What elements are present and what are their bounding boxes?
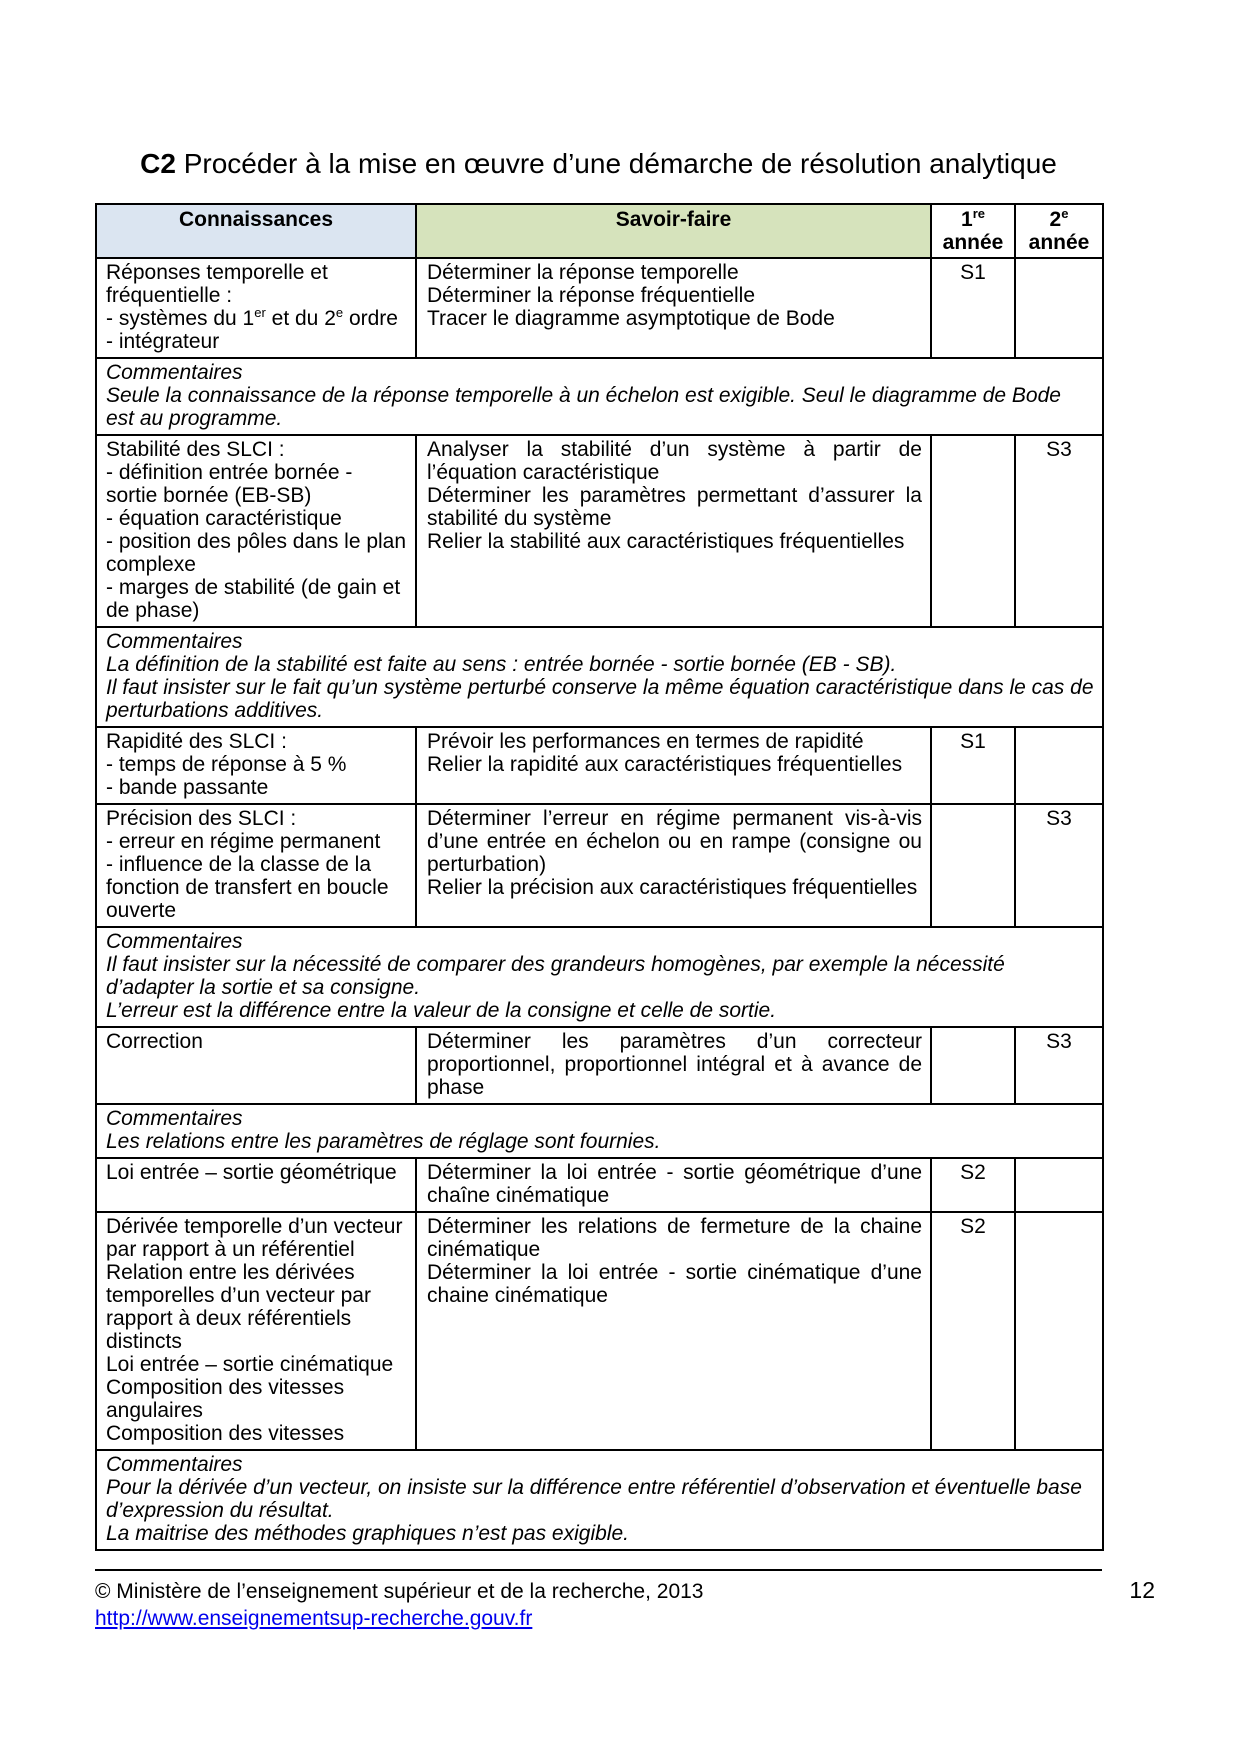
skills-cell: [416, 435, 931, 627]
text-line: Déterminer les relations de fermeture de la chaine cinématique: [427, 1215, 922, 1261]
title-text: Procéder à la mise en œuvre d’une démarche de résolution analytique: [183, 148, 1057, 179]
text-line: Composition des vitesses: [106, 1422, 345, 1445]
year1-cell: S1: [931, 258, 1015, 358]
comments-label: Commentaires: [106, 361, 243, 384]
year2-cell: S3: [1015, 804, 1103, 927]
header-skills: Savoir-faire: [416, 204, 931, 258]
knowledge-cell: [96, 1027, 416, 1104]
text-line: - influence de la classe de la fonction de transfert en boucle ouverte: [106, 853, 389, 922]
comments-label: Commentaires: [106, 630, 243, 653]
skills-cell: [416, 1027, 931, 1104]
text-line: Déterminer les paramètres d’un correcteur proportionnel, proportionnel intégral et à avance de phase: [427, 1030, 922, 1099]
text-line: - position des pôles dans le plan complexe: [106, 530, 407, 576]
text-line: Il faut insister sur la nécessité de comparer des grandeurs homogènes, par exemple la nécessité d’adapter la sortie et sa consigne.: [106, 953, 1005, 999]
table-row: [96, 258, 1103, 358]
text-line: Loi entrée – sortie cinématique: [106, 1353, 394, 1376]
knowledge-cell: [96, 258, 416, 358]
text-line: Dérivée temporelle d’un vecteur par rapport à un référentiel: [106, 1215, 403, 1261]
footer-copyright: © Ministère de l’enseignement supérieur et de la recherche, 2013: [95, 1580, 704, 1603]
text-line: Déterminer la loi entrée - sortie cinématique d’une chaine cinématique: [427, 1261, 922, 1307]
skills-cell: [416, 804, 931, 927]
text-line: Pour la dérivée d’un vecteur, on insiste sur la différence entre référentiel d’observation et éventuelle base d’expression du résultat.: [106, 1476, 1082, 1522]
header-year2: [1015, 204, 1103, 258]
text-line: Réponses temporelle et fréquentielle :: [106, 261, 328, 307]
text-line: La définition de la stabilité est faite au sens : entrée bornée - sortie bornée (EB - SB).: [106, 653, 897, 676]
table-row: [96, 727, 1103, 804]
text-line: Déterminer les paramètres permettant d’assurer la stabilité du système: [427, 484, 922, 530]
skills-cell: [416, 727, 931, 804]
text-line: La maitrise des méthodes graphiques n’est pas exigible.: [106, 1522, 629, 1545]
text-line: Rapidité des SLCI :: [106, 730, 287, 753]
text-line: - bande passante: [106, 776, 269, 799]
comments-label: Commentaires: [106, 930, 243, 953]
text-line: Relier la stabilité aux caractéristiques fréquentielles: [427, 530, 905, 553]
table-row: [96, 804, 1103, 927]
header-year1: [931, 204, 1015, 258]
competency-table: [95, 203, 1104, 1551]
text-line: Déterminer la réponse temporelle: [427, 261, 739, 284]
text-line: Il faut insister sur le fait qu’un système perturbé conserve la même équation caractéristique dans le cas de perturbations additives.: [106, 676, 1094, 722]
text-line: Prévoir les performances en termes de rapidité: [427, 730, 864, 753]
year2-cell: [1015, 258, 1103, 358]
text-line: Déterminer la réponse fréquentielle: [427, 284, 756, 307]
text-line: Les relations entre les paramètres de réglage sont fournies.: [106, 1130, 661, 1153]
header-year2-ordinal: 2e: [1049, 206, 1069, 231]
year2-cell: S3: [1015, 435, 1103, 627]
comment-row: [96, 927, 1103, 1027]
header-year1-ordinal: 1re: [961, 206, 985, 231]
text-line: Déterminer la loi entrée - sortie géométrique d’une chaîne cinématique: [427, 1161, 922, 1207]
text-line: - marges de stabilité (de gain et de phase): [106, 576, 401, 622]
text-line: - intégrateur: [106, 330, 220, 353]
text-line: Relier la précision aux caractéristiques fréquentielles: [427, 876, 918, 899]
page-number: 12: [1129, 1577, 1155, 1603]
text-line: Relation entre les dérivées temporelles d’un vecteur par rapport à deux référentiels distincts: [106, 1261, 371, 1353]
header-knowledge: Connaissances: [96, 204, 416, 258]
comment-row: [96, 1450, 1103, 1550]
table-row: [96, 1212, 1103, 1450]
text-line: Correction: [106, 1030, 203, 1053]
text-line: Précision des SLCI :: [106, 807, 297, 830]
text-line: Loi entrée – sortie géométrique: [106, 1161, 397, 1184]
knowledge-cell: [96, 1158, 416, 1212]
comment-row: [96, 358, 1103, 435]
skills-cell: [416, 258, 931, 358]
year1-cell: [931, 804, 1015, 927]
comments-cell: [96, 927, 1103, 1027]
year1-cell: S2: [931, 1212, 1015, 1450]
table-header-row: [96, 204, 1103, 258]
footer-text-block: [95, 1571, 1155, 1632]
text-line: - définition entrée bornée - sortie bornée (EB-SB): [106, 461, 353, 507]
comments-cell: [96, 1450, 1103, 1550]
page-title: [95, 148, 1102, 180]
year1-cell: S2: [931, 1158, 1015, 1212]
text-line: Analyser la stabilité d’un système à partir de l’équation caractéristique: [427, 438, 922, 484]
header-year1-word: année: [942, 231, 1004, 254]
text-line: Composition des vitesses angulaires: [106, 1376, 345, 1422]
comment-row: [96, 1104, 1103, 1158]
knowledge-cell: [96, 435, 416, 627]
year2-cell: [1015, 1212, 1103, 1450]
year2-cell: [1015, 1158, 1103, 1212]
skills-cell: [416, 1158, 931, 1212]
text-line: L’erreur est la différence entre la valeur de la consigne et celle de sortie.: [106, 999, 777, 1022]
comments-cell: [96, 627, 1103, 727]
title-code: C2: [140, 148, 176, 179]
year2-cell: [1015, 727, 1103, 804]
table-row: [96, 435, 1103, 627]
text-line: Stabilité des SLCI :: [106, 438, 285, 461]
text-line: Tracer le diagramme asymptotique de Bode: [427, 307, 835, 330]
year2-cell: S3: [1015, 1027, 1103, 1104]
year1-cell: S1: [931, 727, 1015, 804]
page-footer: [95, 1569, 1155, 1632]
comments-cell: [96, 1104, 1103, 1158]
footer-link[interactable]: http://www.enseignementsup-recherche.gouv.fr: [95, 1607, 533, 1630]
knowledge-cell: [96, 804, 416, 927]
knowledge-cell: [96, 727, 416, 804]
text-line: Seule la connaissance de la réponse temporelle à un échelon est exigible. Seul le diagramme de Bode est au programme.: [106, 384, 1061, 430]
text-line: - équation caractéristique: [106, 507, 342, 530]
comment-row: [96, 627, 1103, 727]
table-row: [96, 1158, 1103, 1212]
text-line: - temps de réponse à 5 %: [106, 753, 347, 776]
comments-label: Commentaires: [106, 1453, 243, 1476]
text-line: - systèmes du 1er et du 2e ordre: [106, 305, 398, 330]
year1-cell: [931, 1027, 1015, 1104]
table-row: [96, 1027, 1103, 1104]
text-line: Relier la rapidité aux caractéristiques fréquentielles: [427, 753, 903, 776]
skills-cell: [416, 1212, 931, 1450]
knowledge-cell: [96, 1212, 416, 1450]
text-line: Déterminer l’erreur en régime permanent vis-à-vis d’une entrée en échelon ou en rampe (consigne ou perturbation): [427, 807, 922, 876]
header-year2-word: année: [1028, 231, 1090, 254]
comments-cell: [96, 358, 1103, 435]
text-line: - erreur en régime permanent: [106, 830, 381, 853]
comments-label: Commentaires: [106, 1107, 243, 1130]
year1-cell: [931, 435, 1015, 627]
